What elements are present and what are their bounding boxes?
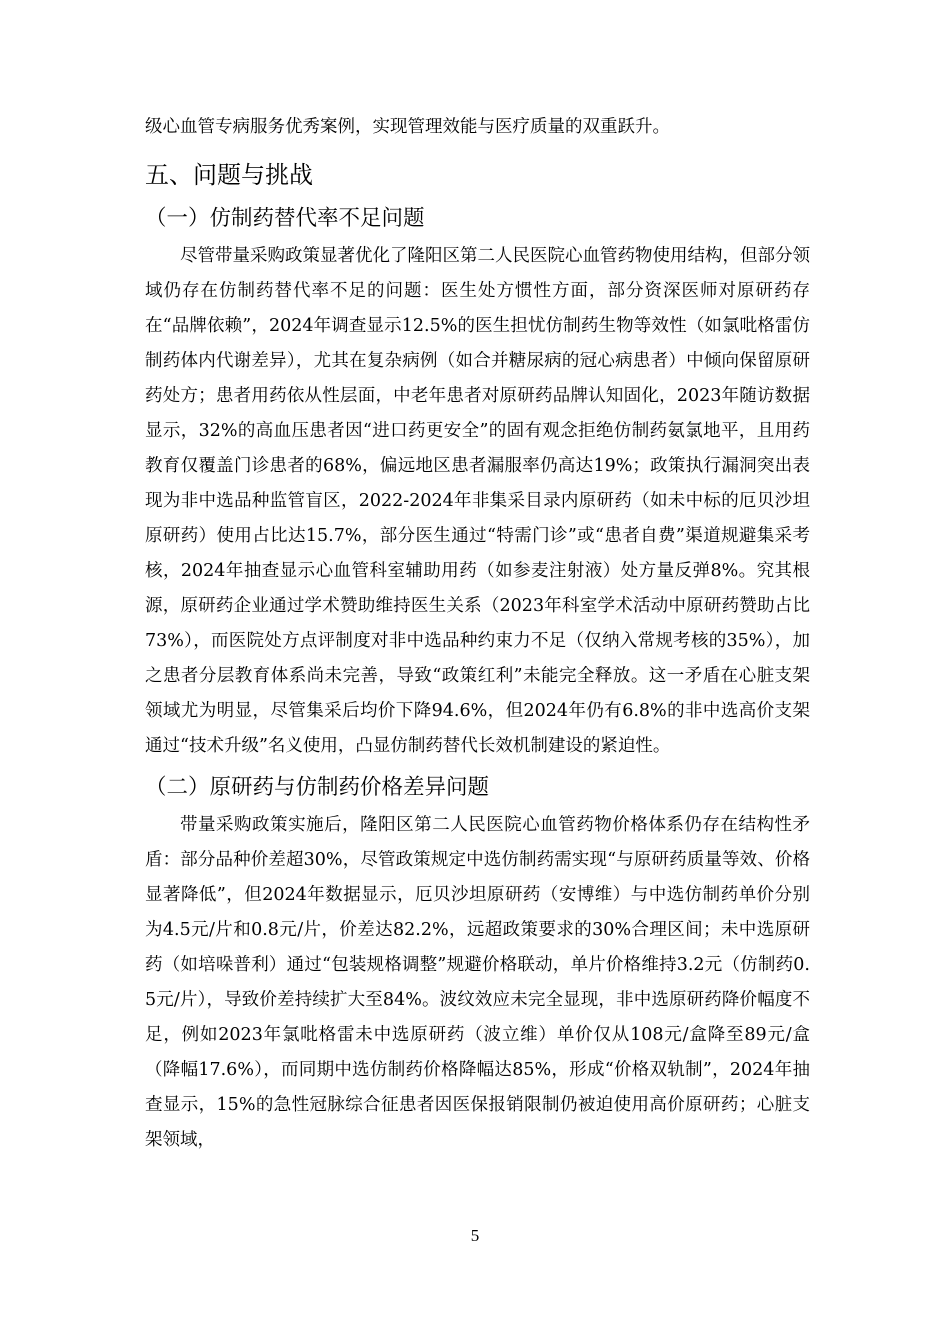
continuation-paragraph: 级心血管专病服务优秀案例，实现管理效能与医疗质量的双重跃升。 (145, 117, 670, 137)
page-number: 5 (470, 1226, 480, 1245)
section-heading: 五、问题与挑战 (145, 161, 313, 189)
subsection-paragraph-1: 尽管带量采购政策显著优化了隆阳区第二人民医院心血管药物使用结构，但部分领域仍存在仿制药替代率不足的问题：医生处方惯性方面，部分资深医师对原研药存在“品牌依赖”，2024年调查显示12.5%的医生担忧仿制药生物等效性（如氯吡格雷仿制药体内代谢差异），尤其在复杂病例（如合并糖尿病的冠心病患者）中倾向保留原研药处方；患者用药依从性层面，中老年患者对原研药品牌认知固化，2023年随访数据显示，32%的高血压患者因“进口药更安全”的固有观念拒绝仿制药氨氯地平，且用药教育仅覆盖门诊患者的68%，偏远地区患者漏服率仍高达19%；政策执行漏洞突出表现为非中选品种监管盲区，2022-2024年非集采目录内原研药（如未中标的厄贝沙坦原研药）使用占比达15.7%，部分医生通过“特需门诊”或“患者自费”渠道规避集采考核，2024年抽查显示心血管科室辅助用药（如参麦注射液）处方量反弹8%。究其根源，原研药企业通过学术赞助维持医生关系（2023年科室学术活动中原研药赞助占比73%），而医院处方点评制度对非中选品种约束力不足（仅纳入常规考核的35%），加之患者分层教育体系尚未完善，导致“政策红利”未能完全释放。这一矛盾在心脏支架领域尤为明显，尽管集采后均价下降94.6%，但2024年仍有6.8%的非中选高价支架通过“技术升级”名义使用，凸显仿制药替代长效机制建设的紧迫性。 (145, 246, 810, 756)
subsection-heading-1: （一）仿制药替代率不足问题 (145, 206, 425, 231)
page-content (145, 110, 810, 1158)
subsection-paragraph-2: 带量采购政策实施后，隆阳区第二人民医院心血管药物价格体系仍存在结构性矛盾：部分品种价差超30%，尽管政策规定中选仿制药需实现“与原研药质量等效、价格显著降低”，但2024年数据显示，厄贝沙坦原研药（安博维）与中选仿制药单价分别为4.5元/片和0.8元/片，价差达82.2%，远超政策要求的30%合理区间；未中选原研药（如培哚普利）通过“包装规格调整”规避价格联动，单片价格维持3.2元（仿制药0.5元/片），导致价差持续扩大至84%。波纹效应未完全显现，非中选原研药降价幅度不足，例如2023年氯吡格雷未中选原研药（波立维）单价仅从108元/盒降至89元/盒（降幅17.6%），而同期中选仿制药价格降幅达85%，形成“价格双轨制”，2024年抽查显示，15%的急性冠脉综合征患者因医保报销限制仍被迫使用高价原研药；心脏支架领域， (145, 815, 810, 1150)
subsection-heading-2: （二）原研药与仿制药价格差异问题 (145, 775, 490, 800)
